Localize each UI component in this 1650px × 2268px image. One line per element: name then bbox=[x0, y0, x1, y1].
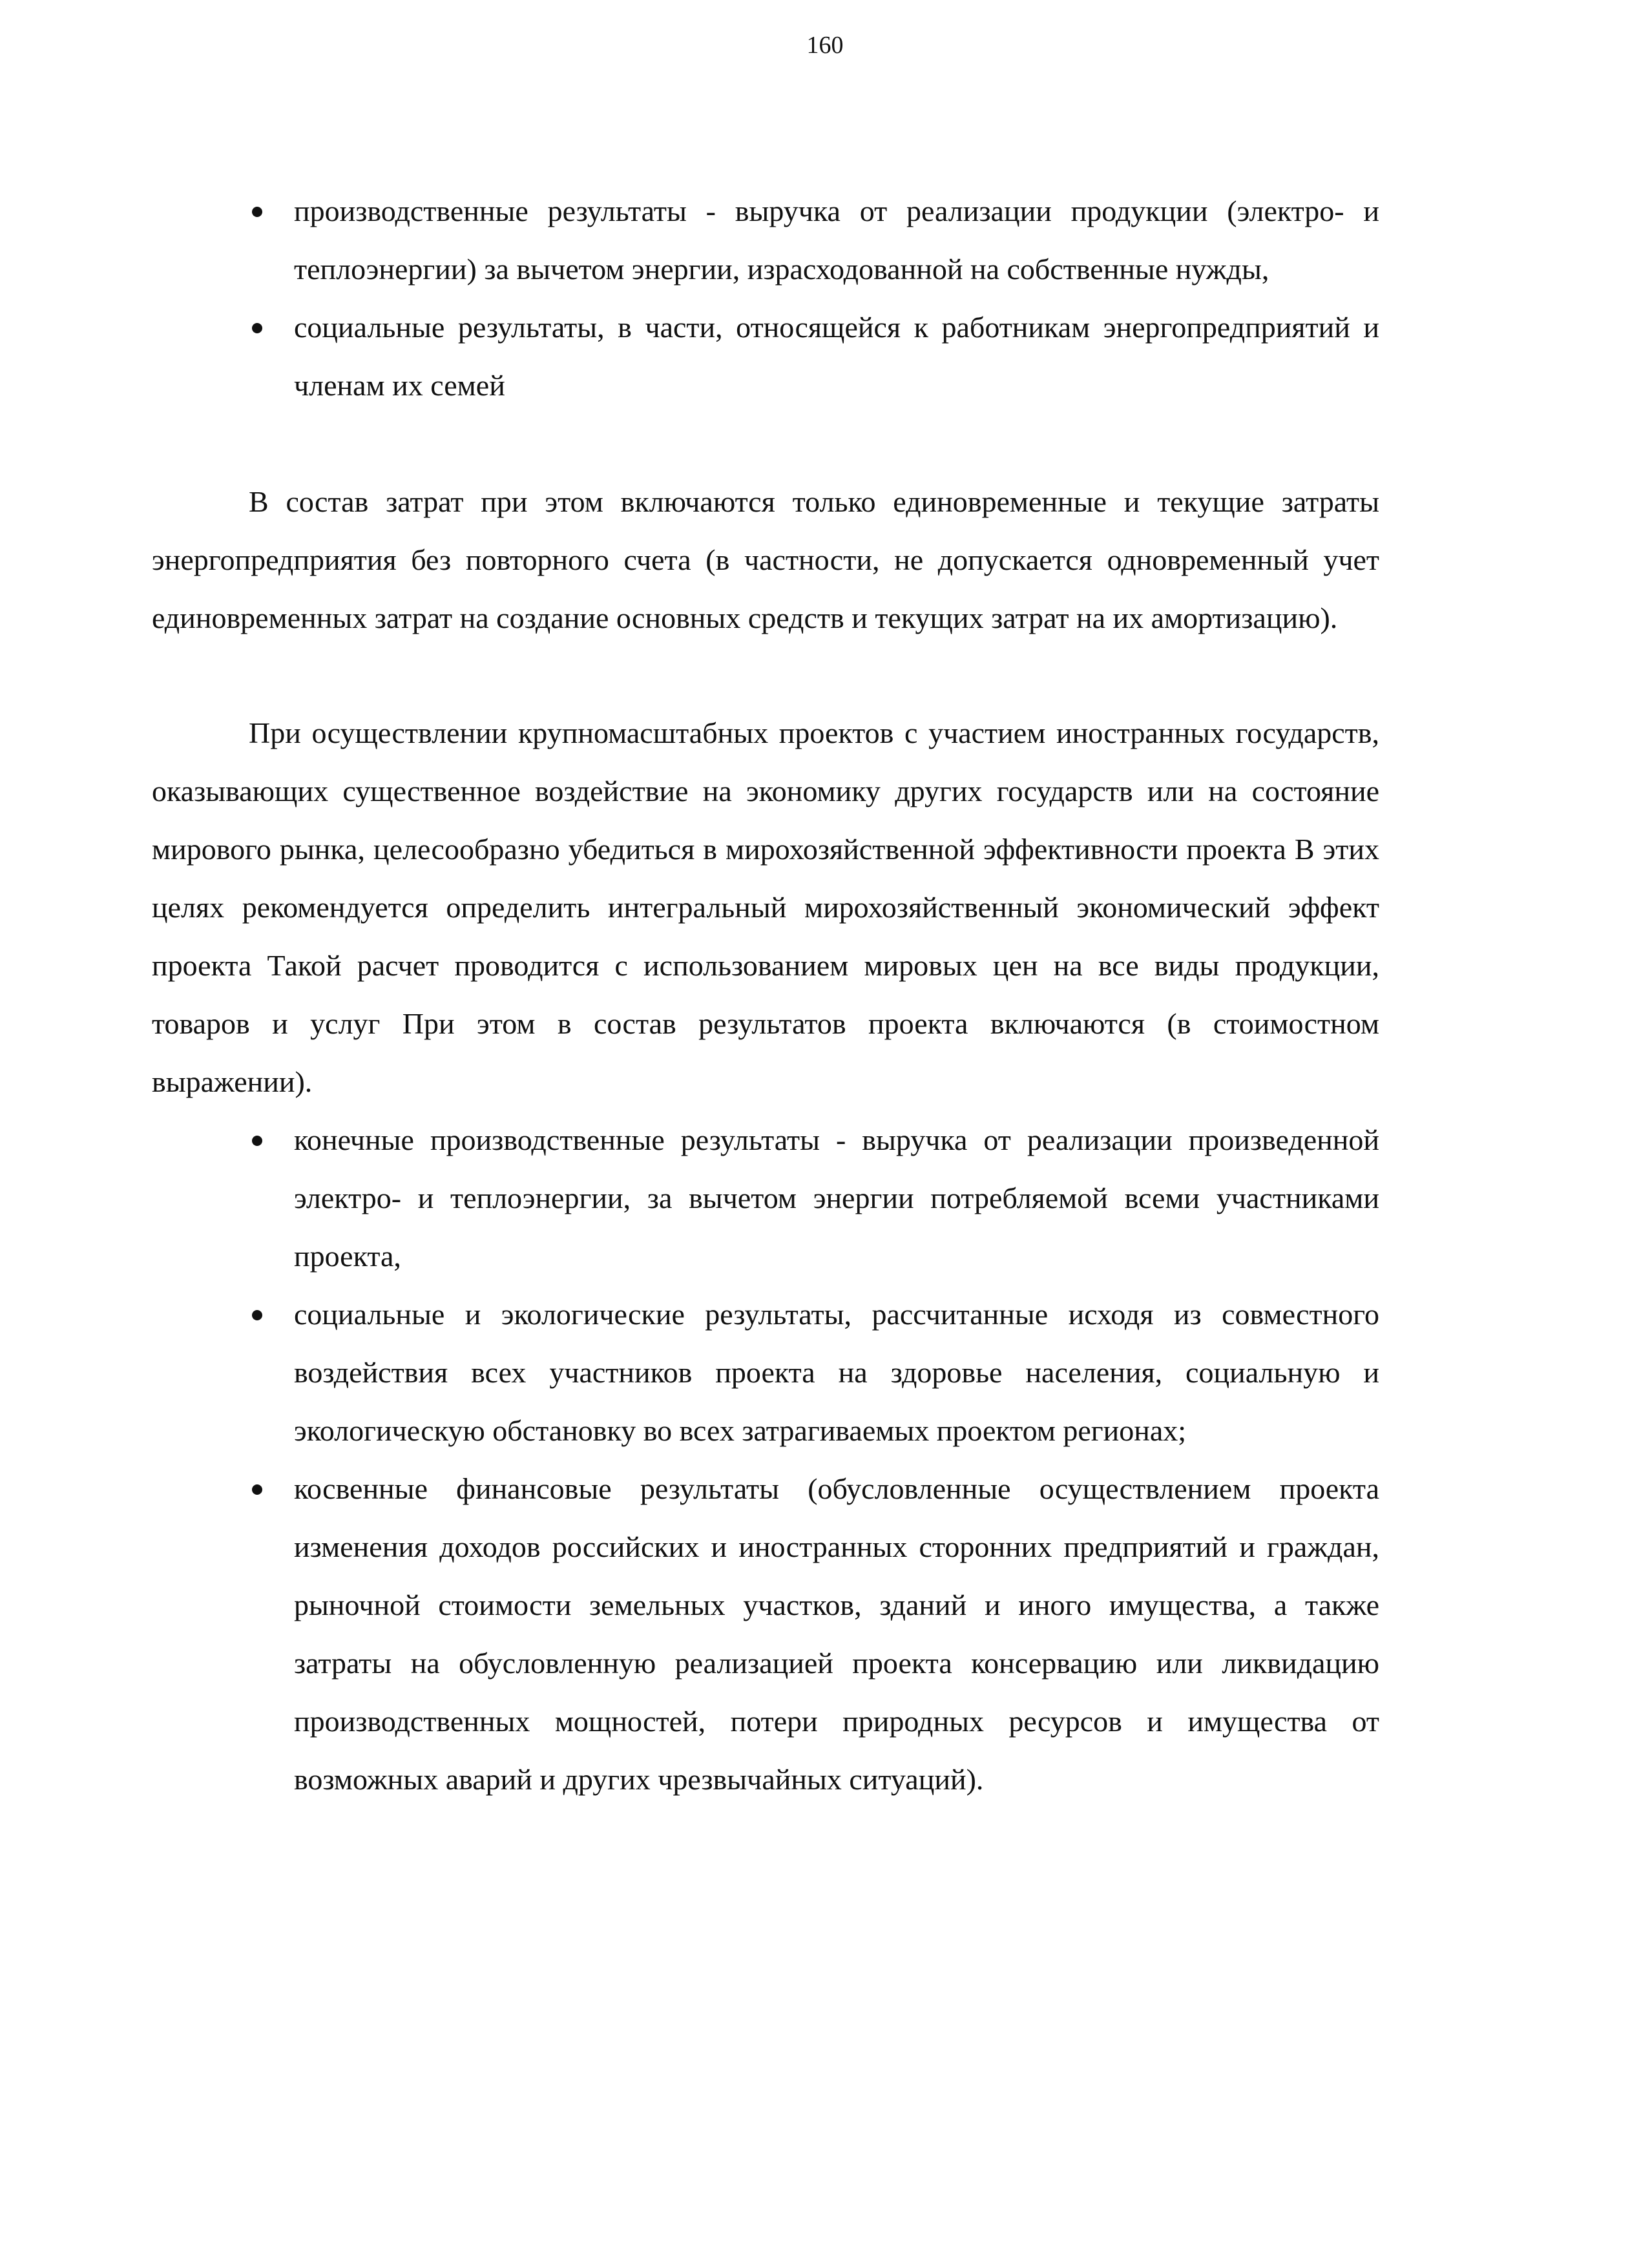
list-item bbox=[152, 1111, 1379, 1285]
list-item-text: социальные и экологические результаты, рассчитанные исходя из совместного воздействия всех участников проекта на здоровье населения, социальную и экологическую обстановку во всех затрагиваемых проектом регионах; bbox=[294, 1298, 1379, 1447]
list-item-text: конечные производственные результаты - выручка от реализации произведенной электро- и теплоэнергии, за вычетом энергии потребляемой всеми участниками проекта, bbox=[294, 1123, 1379, 1273]
bullet-icon bbox=[252, 323, 262, 333]
bullet-icon bbox=[252, 1484, 262, 1495]
paragraph-costs bbox=[152, 473, 1379, 647]
list-item bbox=[152, 1285, 1379, 1460]
list-item bbox=[152, 298, 1379, 415]
list-item bbox=[152, 1460, 1379, 1809]
bullet-icon bbox=[252, 1136, 262, 1146]
list-item-text: производственные результаты - выручка от реализации продукции (электро- и теплоэнергии) за вычетом энергии, израсходованной на собственные нужды, bbox=[294, 194, 1379, 286]
list-item-text: социальные результаты, в части, относящейся к работникам энергопредприятий и членам их семей bbox=[294, 311, 1379, 402]
bullet-list-production-results bbox=[152, 182, 1379, 415]
bullet-list-world-results bbox=[152, 1111, 1379, 1809]
list-item bbox=[152, 182, 1379, 298]
page-number: 160 bbox=[806, 32, 844, 59]
bullet-icon bbox=[252, 1310, 262, 1320]
paragraph-international-projects bbox=[152, 704, 1379, 1111]
bullet-icon bbox=[252, 207, 262, 217]
paragraph: В состав затрат при этом включаются только единовременные и текущие затраты энергопредприятия без повторного счета (в частности, не допускается одновременный учет единовременных затрат на создание основных средств и текущих затрат на их амортизацию). bbox=[152, 485, 1379, 634]
paragraph: При осуществлении крупномасштабных проектов с участием иностранных государств, оказывающих существенное воздействие на экономику других государств или на состояние мирового рынка, целесообразно убедиться в мирохозяйственной эффективности проекта В этих целях рекомендуется определить интегральный мирохозяйственный экономический эффект проекта Такой расчет проводится с использованием мировых цен на все виды продукции, товаров и услуг При этом в состав результатов проекта включаются (в стоимостном выражении). bbox=[152, 716, 1379, 1098]
list-item-text: косвенные финансовые результаты (обусловленные осуществлением проекта изменения доходов российских и иностранных сторонних предприятий и граждан, рыночной стоимости земельных участков, зданий и иного имущества, а также затраты на обусловленную реализацией проекта консервацию или ликвидацию производственных мощностей, потери природных ресурсов и имущества от возможных аварий и других чрезвычайных ситуаций). bbox=[294, 1472, 1379, 1796]
